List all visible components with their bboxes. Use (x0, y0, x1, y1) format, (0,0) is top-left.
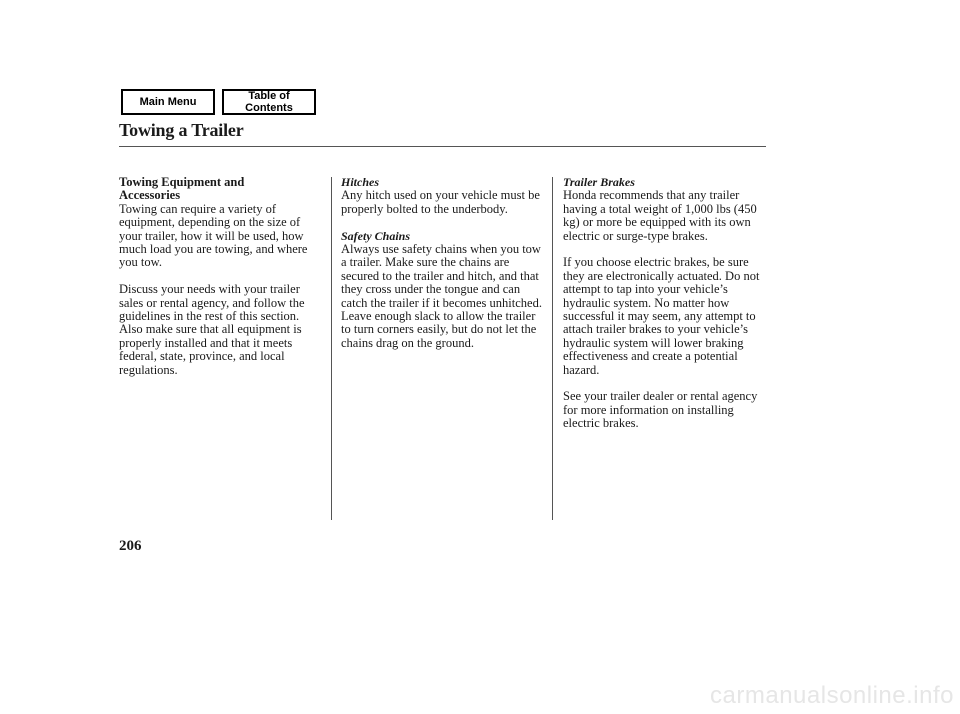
column-trailer-brakes (563, 176, 768, 444)
paragraph: Always use safety chains when you tow a trailer. Make sure the chains are secured to the trailer and hitch, and that they cross under the tongue and can catch the trailer if it becomes unhitched. Leave enough slack to allow the trailer to turn corners easily, but do not let the chains drag on the ground. (341, 242, 542, 350)
subheading-hitches: Hitches (341, 175, 379, 189)
page-title: Towing a Trailer (119, 120, 244, 140)
paragraph: Towing can require a variety of equipment, depending on the size of your trailer, how it will be used, how much load you are towing, and where you tow. (119, 201, 308, 270)
column-divider (331, 177, 332, 520)
page-number: 206 (119, 538, 142, 554)
subheading-trailer-brakes: Trailer Brakes (563, 175, 635, 189)
paragraph: Any hitch used on your vehicle must be properly bolted to the underbody. (341, 188, 540, 216)
subheading-safety-chains: Safety Chains (341, 228, 411, 243)
paragraph: Discuss your needs with your trailer sales or rental agency, and follow the guidelines in the rest of this section. Also make sure that all equipment is properly installed and that it meets federal, state, province, and local regulations. (119, 282, 305, 377)
paragraph: See your trailer dealer or rental agency for more information on installing electric brakes. (563, 389, 758, 431)
section-heading-towing-equipment: Towing Equipment and Accessories (119, 175, 245, 203)
header-divider (119, 146, 766, 147)
column-divider (552, 177, 553, 520)
table-of-contents-button[interactable]: Table of Contents (222, 89, 316, 115)
paragraph: Honda recommends that any trailer having a total weight of 1,000 lbs (450 kg) or more be equipped with its own electric or surge-type brakes. (563, 188, 757, 243)
column-towing-equipment (119, 176, 324, 390)
column-hitches-chains (341, 176, 546, 364)
main-menu-button[interactable]: Main Menu (121, 89, 215, 115)
paragraph: If you choose electric brakes, be sure they are electronically actuated. Do not attempt to tap into your vehicle’s hydraulic system. No matter how successful it may seem, any attempt to attach trailer brakes to your vehicle’s hydraulic system will lower braking effectiveness and create a potential hazard. (563, 255, 760, 377)
watermark: carmanualsonline.info (710, 682, 954, 709)
